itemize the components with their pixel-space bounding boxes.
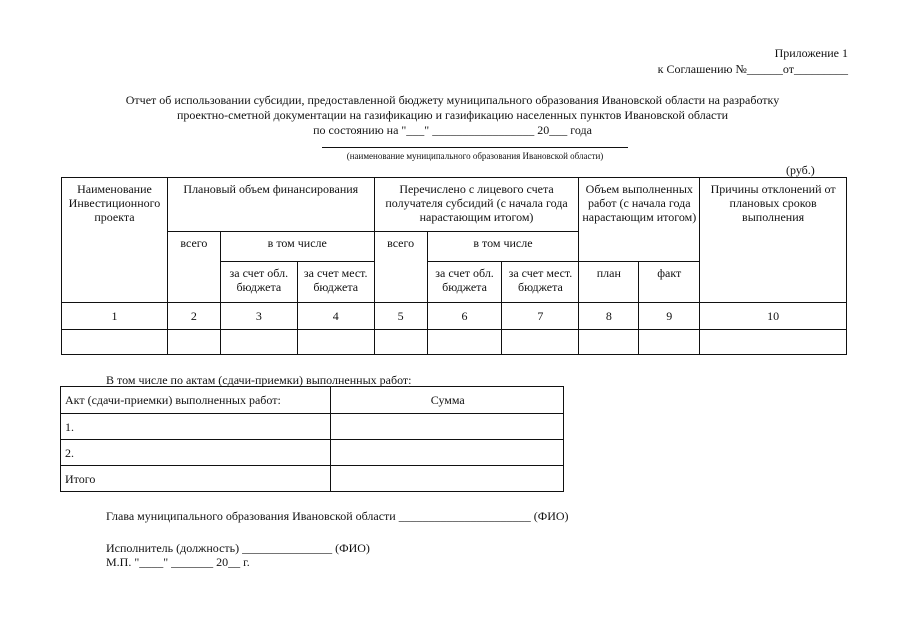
- header-planned-regional: за счет обл. бюджета: [220, 262, 297, 303]
- data-cell[interactable]: [220, 330, 297, 355]
- header-deviation-reasons: Причины отклонений от плановых сроков выполнения: [700, 178, 847, 303]
- column-number: 2: [167, 303, 220, 330]
- column-number: 6: [427, 303, 502, 330]
- column-number: 9: [639, 303, 700, 330]
- municipality-caption: (наименование муниципального образования Ивановской области): [346, 151, 604, 161]
- header-planned-including: в том числе: [220, 232, 374, 262]
- acts-table: [60, 386, 564, 492]
- data-cell[interactable]: [639, 330, 700, 355]
- table-row: [61, 466, 564, 492]
- data-cell[interactable]: [374, 330, 427, 355]
- column-number: 1: [62, 303, 168, 330]
- stamp-date-line: М.П. "____" _______ 20__ г.: [106, 555, 250, 569]
- annex-number: Приложение 1: [774, 46, 848, 60]
- header-planned-financing: Плановый объем финансирования: [167, 178, 374, 232]
- header-transferred-local: за счет мест. бюджета: [502, 262, 579, 303]
- acts-row-sum[interactable]: [330, 466, 564, 492]
- data-cell[interactable]: [502, 330, 579, 355]
- header-transferred-total: всего: [374, 232, 427, 303]
- column-number: 10: [700, 303, 847, 330]
- acts-row-label: 2.: [61, 440, 331, 466]
- header-planned-local: за счет мест. бюджета: [297, 262, 374, 303]
- currency-note: (руб.): [786, 163, 815, 177]
- report-title-line-1: Отчет об использовании субсидии, предоставленной бюджету муниципального образования Ивановской области на разработку: [125, 93, 780, 107]
- header-transferred-regional: за счет обл. бюджета: [427, 262, 502, 303]
- acts-row-sum[interactable]: [330, 414, 564, 440]
- annex-agreement-ref: к Соглашению №______от_________: [657, 62, 848, 76]
- header-planned-total: всего: [167, 232, 220, 303]
- column-number: 7: [502, 303, 579, 330]
- header-completed-works: Объем выполненных работ (с начала года нарастающим итогом): [579, 178, 700, 262]
- table-row: [61, 414, 564, 440]
- acts-header-sum: Сумма: [330, 387, 564, 414]
- column-number: 4: [297, 303, 374, 330]
- acts-row-label: 1.: [61, 414, 331, 440]
- head-signature-line: Глава муниципального образования Ивановской области ______________________ (ФИО): [106, 509, 569, 523]
- column-number: 8: [579, 303, 639, 330]
- data-cell[interactable]: [167, 330, 220, 355]
- table-row: [61, 440, 564, 466]
- empty-data-row: [62, 330, 847, 355]
- report-date-line: по состоянию на "___" _________________ 20___ года: [313, 123, 592, 137]
- executor-signature-line: Исполнитель (должность) _______________ (ФИО): [106, 541, 370, 555]
- report-table: [61, 177, 847, 355]
- header-transferred-including: в том числе: [427, 232, 579, 262]
- column-number-row: [62, 303, 847, 330]
- header-transferred: Перечислено с лицевого счета получателя субсидий (с начала года нарастающим итогом): [374, 178, 579, 232]
- acts-row-sum[interactable]: [330, 440, 564, 466]
- data-cell[interactable]: [62, 330, 168, 355]
- data-cell[interactable]: [297, 330, 374, 355]
- header-project-name: Наименование Инвестиционного проекта: [62, 178, 168, 303]
- data-cell[interactable]: [427, 330, 502, 355]
- header-works-plan: план: [579, 262, 639, 303]
- acts-row-label: Итого: [61, 466, 331, 492]
- data-cell[interactable]: [579, 330, 639, 355]
- header-works-fact: факт: [639, 262, 700, 303]
- report-title-line-2: проектно-сметной документации на газификацию и газификацию населенных пунктов Ивановской области: [176, 108, 729, 122]
- municipality-name-line: [322, 147, 628, 148]
- acts-header-act: Акт (сдачи-приемки) выполненных работ:: [61, 387, 331, 414]
- column-number: 5: [374, 303, 427, 330]
- acts-table-lead: В том числе по актам (сдачи-приемки) выполненных работ:: [106, 373, 412, 387]
- data-cell[interactable]: [700, 330, 847, 355]
- column-number: 3: [220, 303, 297, 330]
